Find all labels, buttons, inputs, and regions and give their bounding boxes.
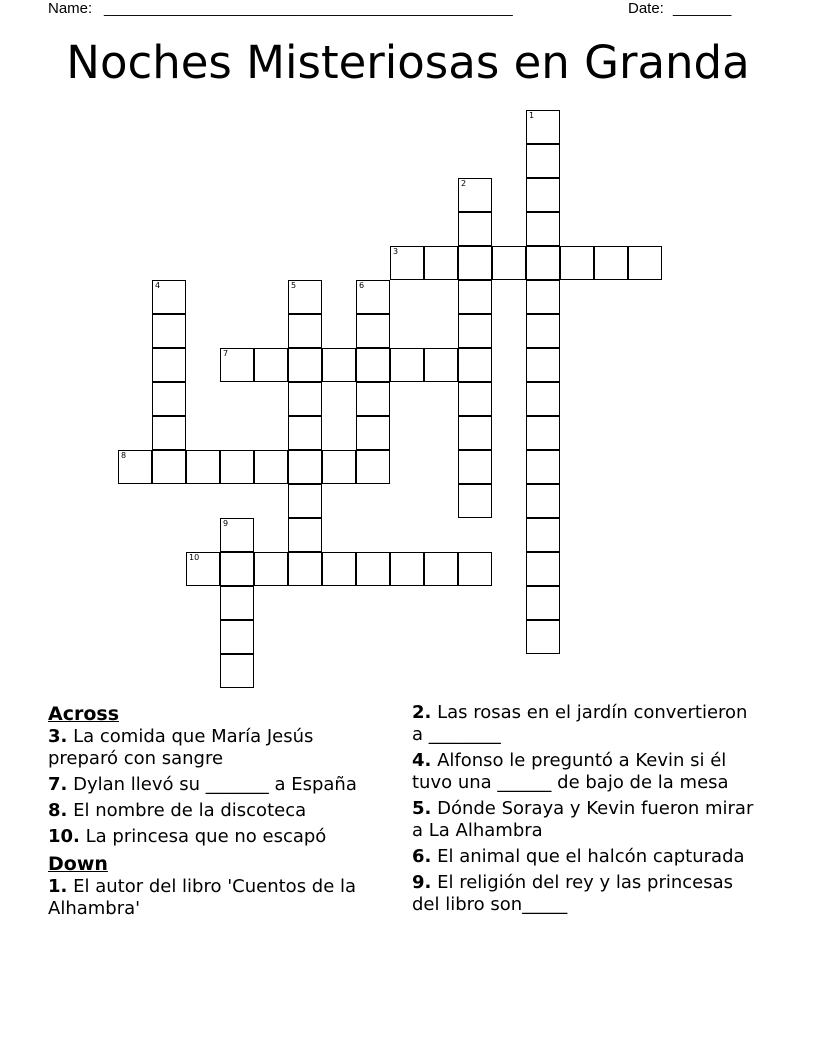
grid-cell[interactable] bbox=[254, 348, 288, 382]
grid-cell[interactable] bbox=[220, 450, 254, 484]
grid-cell[interactable] bbox=[288, 280, 322, 314]
grid-cell[interactable] bbox=[526, 416, 560, 450]
grid-cell[interactable] bbox=[526, 552, 560, 586]
down-clue-list-continued bbox=[412, 702, 762, 916]
page-title: Noches Misteriosas en Granda bbox=[66, 36, 750, 89]
name-label: Name: bbox=[48, 0, 93, 17]
clue-number: 4 bbox=[155, 281, 161, 290]
grid-cell[interactable] bbox=[288, 450, 322, 484]
grid-cell[interactable] bbox=[526, 348, 560, 382]
grid-cell[interactable] bbox=[594, 246, 628, 280]
grid-cell[interactable] bbox=[254, 450, 288, 484]
clue-item-number: 4. bbox=[412, 750, 432, 771]
grid-cell[interactable] bbox=[424, 348, 458, 382]
clue-item-text: El animal que el halcón capturada bbox=[431, 846, 745, 867]
clue-item bbox=[48, 726, 388, 770]
grid-cell[interactable] bbox=[526, 518, 560, 552]
grid-cell[interactable] bbox=[526, 144, 560, 178]
grid-cell[interactable] bbox=[458, 382, 492, 416]
name-field[interactable]: _________________________________________________ bbox=[104, 0, 513, 17]
grid-cell[interactable] bbox=[152, 450, 186, 484]
clue-item-number: 1. bbox=[48, 876, 68, 897]
clue-item-text: El nombre de la discoteca bbox=[67, 800, 307, 821]
grid-cell[interactable] bbox=[322, 450, 356, 484]
grid-cell[interactable] bbox=[526, 246, 560, 280]
grid-cell[interactable] bbox=[526, 280, 560, 314]
clue-item-number: 5. bbox=[412, 798, 432, 819]
clue-item-text: El religión del rey y las princesas del libro son_____ bbox=[412, 872, 734, 915]
grid-cell[interactable] bbox=[560, 246, 594, 280]
grid-cell[interactable] bbox=[152, 314, 186, 348]
clue-item-text: Dylan llevó su _______ a España bbox=[67, 774, 357, 795]
grid-cell[interactable] bbox=[288, 416, 322, 450]
grid-cell[interactable] bbox=[220, 348, 254, 382]
grid-cell[interactable] bbox=[356, 416, 390, 450]
grid-cell[interactable] bbox=[288, 348, 322, 382]
grid-cell[interactable] bbox=[526, 178, 560, 212]
grid-cell[interactable] bbox=[526, 450, 560, 484]
grid-cell[interactable] bbox=[458, 246, 492, 280]
grid-cell[interactable] bbox=[424, 552, 458, 586]
clue-number: 7 bbox=[223, 349, 229, 358]
grid-cell[interactable] bbox=[458, 348, 492, 382]
clue-number: 3 bbox=[393, 247, 399, 256]
grid-cell[interactable] bbox=[186, 552, 220, 586]
grid-cell[interactable] bbox=[458, 178, 492, 212]
clue-number: 6 bbox=[359, 281, 365, 290]
grid-cell[interactable] bbox=[152, 416, 186, 450]
clue-item-number: 3. bbox=[48, 726, 68, 747]
clue-item-number: 2. bbox=[412, 702, 432, 723]
clue-number: 2 bbox=[461, 179, 467, 188]
grid-cell[interactable] bbox=[288, 382, 322, 416]
grid-cell[interactable] bbox=[220, 654, 254, 688]
grid-cell[interactable] bbox=[322, 552, 356, 586]
grid-cell[interactable] bbox=[526, 484, 560, 518]
clue-number: 9 bbox=[223, 519, 229, 528]
grid-cell[interactable] bbox=[424, 246, 458, 280]
clue-item bbox=[48, 876, 388, 920]
grid-cell[interactable] bbox=[288, 552, 322, 586]
grid-cell[interactable] bbox=[152, 382, 186, 416]
grid-cell[interactable] bbox=[628, 246, 662, 280]
clue-item-number: 10. bbox=[48, 826, 80, 847]
clue-item bbox=[412, 750, 762, 794]
grid-cell[interactable] bbox=[526, 620, 560, 654]
grid-cell[interactable] bbox=[254, 552, 288, 586]
grid-cell[interactable] bbox=[322, 348, 356, 382]
clue-item-number: 6. bbox=[412, 846, 432, 867]
clue-number: 1 bbox=[529, 111, 535, 120]
date-field[interactable]: _______ bbox=[673, 0, 732, 17]
grid-cell[interactable] bbox=[152, 348, 186, 382]
grid-cell[interactable] bbox=[152, 280, 186, 314]
grid-cell[interactable] bbox=[526, 382, 560, 416]
grid-cell[interactable] bbox=[220, 586, 254, 620]
grid-cell[interactable] bbox=[492, 246, 526, 280]
grid-cell[interactable] bbox=[356, 314, 390, 348]
clue-item-text: La princesa que no escapó bbox=[79, 826, 327, 847]
grid-cell[interactable] bbox=[186, 450, 220, 484]
down-clue-list bbox=[48, 876, 388, 920]
grid-cell[interactable] bbox=[220, 620, 254, 654]
grid-cell[interactable] bbox=[220, 552, 254, 586]
grid-cell[interactable] bbox=[356, 450, 390, 484]
grid-cell[interactable] bbox=[288, 518, 322, 552]
grid-cell[interactable] bbox=[458, 212, 492, 246]
grid-cell[interactable] bbox=[458, 484, 492, 518]
grid-cell[interactable] bbox=[526, 212, 560, 246]
clue-item bbox=[412, 798, 762, 842]
grid-cell[interactable] bbox=[458, 552, 492, 586]
grid-cell[interactable] bbox=[356, 348, 390, 382]
clue-number: 8 bbox=[121, 451, 127, 460]
grid-cell[interactable] bbox=[526, 110, 560, 144]
clue-item bbox=[48, 774, 388, 796]
clue-item bbox=[48, 800, 388, 822]
across-clue-list bbox=[48, 726, 388, 848]
clue-item-number: 7. bbox=[48, 774, 68, 795]
grid-cell[interactable] bbox=[356, 552, 390, 586]
grid-cell[interactable] bbox=[220, 518, 254, 552]
across-heading: Across bbox=[48, 703, 120, 725]
grid-cell[interactable] bbox=[288, 314, 322, 348]
clue-item-text: La comida que María Jesús preparó con sangre bbox=[48, 726, 314, 769]
down-heading: Down bbox=[48, 853, 108, 875]
clue-item-text: Dónde Soraya y Kevin fueron mirar a La Alhambra bbox=[412, 798, 754, 841]
grid-cell[interactable] bbox=[526, 314, 560, 348]
grid-cell[interactable] bbox=[458, 416, 492, 450]
grid-cell[interactable] bbox=[356, 280, 390, 314]
clue-item bbox=[412, 872, 762, 916]
clue-item bbox=[412, 702, 762, 746]
grid-cell[interactable] bbox=[458, 450, 492, 484]
grid-cell[interactable] bbox=[390, 552, 424, 586]
date-label: Date: bbox=[628, 0, 664, 17]
grid-cell[interactable] bbox=[458, 280, 492, 314]
clue-number: 5 bbox=[291, 281, 297, 290]
clue-item-text: Las rosas en el jardín convertieron a ________ bbox=[412, 702, 748, 745]
clue-item-text: El autor del libro 'Cuentos de la Alhambra' bbox=[48, 876, 357, 919]
grid-cell[interactable] bbox=[390, 348, 424, 382]
grid-cell[interactable] bbox=[526, 586, 560, 620]
clue-item-number: 9. bbox=[412, 872, 432, 893]
clues-right-column bbox=[412, 702, 762, 920]
clues-left-column bbox=[48, 702, 388, 924]
clue-item bbox=[412, 846, 762, 868]
grid-cell[interactable] bbox=[356, 382, 390, 416]
clue-item bbox=[48, 826, 388, 848]
clue-number: 10 bbox=[189, 553, 200, 562]
grid-cell[interactable] bbox=[458, 314, 492, 348]
clue-item-text: Alfonso le preguntó a Kevin si él tuvo una ______ de bajo de la mesa bbox=[412, 750, 729, 793]
grid-cell[interactable] bbox=[288, 484, 322, 518]
grid-cell[interactable] bbox=[118, 450, 152, 484]
clue-item-number: 8. bbox=[48, 800, 68, 821]
grid-cell[interactable] bbox=[390, 246, 424, 280]
